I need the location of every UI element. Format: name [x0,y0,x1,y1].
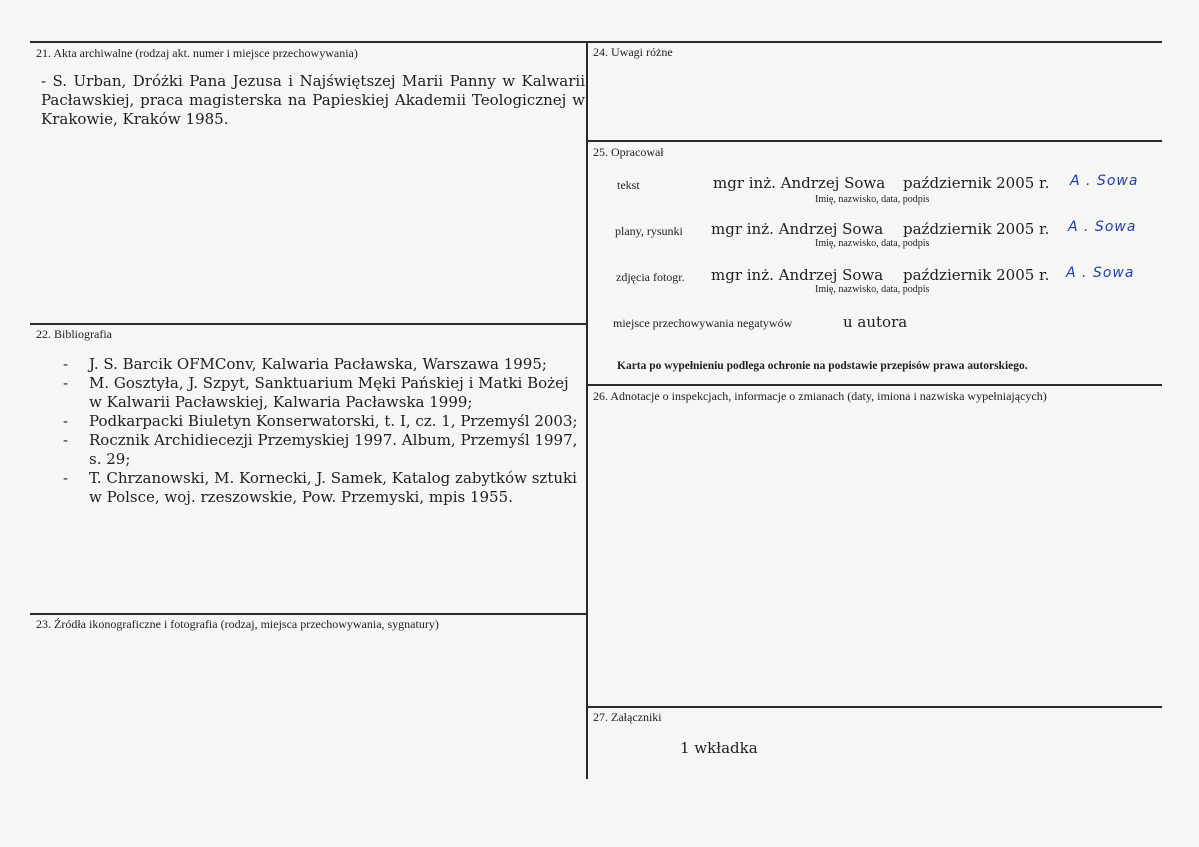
bibliography-item-text: T. Chrzanowski, M. Kornecki, J. Samek, Katalog zabytków sztuki w Polsce, woj. rzeszowskie, Pow. Przemyski, mpis 1955. [89,469,577,506]
author-date: październik 2005 r. [903,266,1050,284]
author-row-label: zdjęcia fotogr. [616,270,685,284]
section25-label: 25. Opracował [593,145,664,159]
bibliography-item: - T. Chrzanowski, M. Kornecki, J. Samek, Katalog zabytków sztuki w Polsce, woj. rzeszowskie, Pow. Przemyski, mpis 1955. [63,469,581,507]
author-row-label: plany, rysunki [615,224,683,238]
bibliography-item: - J. S. Barcik OFMConv, Kalwaria Pacławska, Warszawa 1995; [63,355,581,374]
section27-rule [587,706,1162,708]
author-row-label: tekst [617,178,640,192]
author-date: październik 2005 r. [903,174,1050,192]
negatives-label: miejsce przechowywania negatywów [613,316,793,330]
section25-rule [587,140,1162,142]
bibliography-item-text: M. Gosztyła, J. Szpyt, Sanktuarium Męki Pańskiej i Matki Bożej w Kalwarii Pacławskiej, Kalwaria Pacławska 1999; [89,374,569,411]
section21-label: 21. Akta archiwalne (rodzaj akt. numer i miejsce przechowywania) [36,46,358,60]
bibliography-item: - Podkarpacki Biuletyn Konserwatorski, t. I, cz. 1, Przemyśl 2003; [63,412,581,431]
section23-rule [30,613,587,615]
negatives-value: u autora [843,313,908,331]
signature: A . Sowa [1068,219,1137,235]
section24-label: 24. Uwagi różne [593,45,673,59]
section21-text: - S. Urban, Dróżki Pana Jezusa i Najświętszej Marii Panny w Kalwarii Pacławskiej, praca magisterska na Papieskiej Akademii Teologicznej w Krakowie, Kraków 1985. [41,72,585,128]
bibliography-item-text: Rocznik Archidiecezji Przemyskiej 1997. Album, Przemyśl 1997, s. 29; [89,431,578,468]
top-rule [30,41,1162,43]
bibliography-item: - Rocznik Archidiecezji Przemyskiej 1997. Album, Przemyśl 1997, s. 29; [63,431,581,469]
signature: A . Sowa [1066,265,1135,281]
section27-label: 27. Załączniki [593,710,662,724]
author-date: październik 2005 r. [903,220,1050,238]
bibliography-item-text: Podkarpacki Biuletyn Konserwatorski, t. I, cz. 1, Przemyśl 2003; [89,412,578,430]
section26-rule [587,384,1162,386]
row-caption: Imię, nazwisko, data, podpis [815,238,930,249]
signature: A . Sowa [1070,173,1139,189]
section22-label: 22. Bibliografia [36,327,112,341]
author-name: mgr inż. Andrzej Sowa [713,174,886,192]
bibliography-list [63,355,581,507]
bibliography-item: - M. Gosztyła, J. Szpyt, Sanktuarium Męki Pańskiej i Matki Bożej w Kalwarii Pacławskiej, Kalwaria Pacławska 1999; [63,374,581,412]
author-name: mgr inż. Andrzej Sowa [711,266,884,284]
center-divider [586,41,588,779]
author-name: mgr inż. Andrzej Sowa [711,220,884,238]
section26-label: 26. Adnotacje o inspekcjach, informacje o zmianach (daty, imiona i nazwiska wypełniających) [593,389,1047,403]
section23-label: 23. Źródła ikonograficzne i fotografia (rodzaj, miejsca przechowywania, sygnatury) [36,617,439,631]
copyright-notice: Karta po wypełnieniu podlega ochronie na podstawie przepisów prawa autorskiego. [617,360,1028,372]
row-caption: Imię, nazwisko, data, podpis [815,194,930,205]
section22-rule [30,323,587,325]
attachments-value: 1 wkładka [680,739,758,757]
bibliography-item-text: J. S. Barcik OFMConv, Kalwaria Pacławska, Warszawa 1995; [89,355,547,373]
row-caption: Imię, nazwisko, data, podpis [815,284,930,295]
